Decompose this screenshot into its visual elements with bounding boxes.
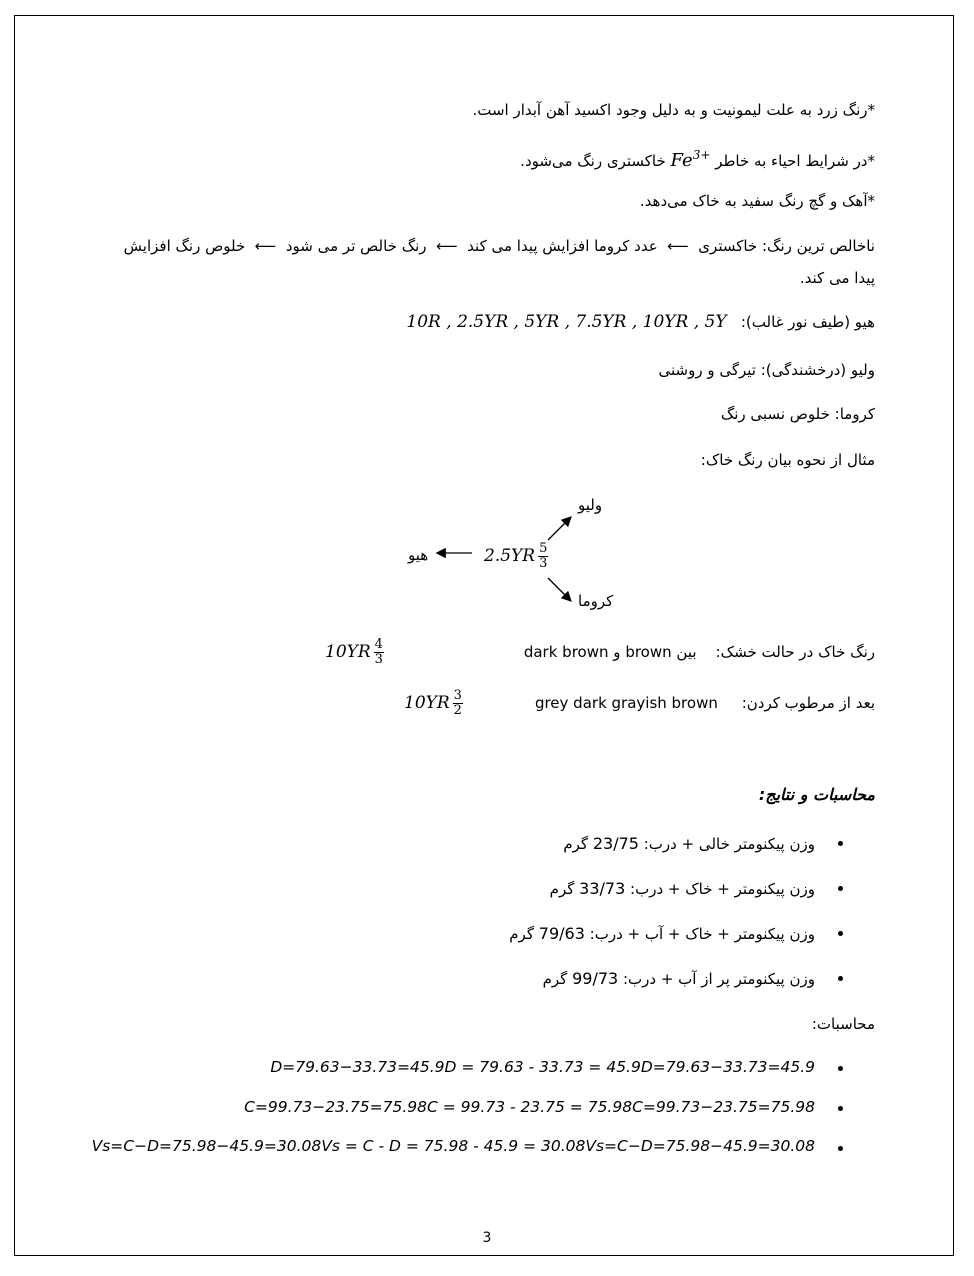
iron-ion — [671, 150, 711, 171]
iron-ion-symbol: Fe — [670, 150, 693, 171]
measurement-label: وزن پیکنومتر خالی + درب: — [643, 835, 815, 853]
chain-step-1: ناخالص ترین رنگ: خاکستری — [698, 237, 875, 255]
wet-text: grey dark grayish brown — [534, 694, 718, 712]
dry-fraction — [374, 638, 384, 667]
measurement-unit: گرم — [542, 970, 568, 988]
gray-note-post: خاکستری رنگ می‌شود. — [520, 152, 666, 170]
diagram-notation-text: 2.5YR — [484, 546, 536, 566]
dry-color-line — [524, 642, 875, 662]
arrow-to-value — [548, 518, 570, 540]
diagram-fraction-den: 3 — [539, 555, 548, 571]
hue-label: هیو (طیف نور غالب): — [740, 313, 875, 331]
wet-notation — [404, 683, 463, 723]
dry-label: رنگ خاک در حالت خشک: — [715, 643, 875, 661]
dry-fraction-den: 3 — [374, 651, 383, 667]
chain-step-3: رنگ خالص تر می شود — [285, 237, 427, 255]
left-arrow-icon: ⟵ — [431, 237, 463, 255]
equation-c: C=99.73−23.75=75.98C = 99.73 - 23.75 = 75.98C=99.73−23.75=75.98 — [244, 1098, 815, 1116]
measurement-unit: گرم — [549, 880, 575, 898]
dry-and: و — [613, 643, 621, 661]
chain-step-4: خلوص رنگ افزایش — [123, 237, 246, 255]
measurement-unit: گرم — [509, 925, 534, 943]
bullet — [838, 976, 843, 981]
wet-label: بعد از مرطوب کردن: — [741, 694, 875, 712]
bullet — [838, 931, 843, 936]
bullet — [838, 886, 843, 891]
white-color-note: *آهک و گچ رنگ سفید به خاک می‌دهد. — [639, 192, 875, 210]
example-line: مثال از نحوه بیان رنگ خاک: — [700, 451, 875, 469]
dry-notation — [325, 632, 384, 672]
calculations-label: محاسبات: — [811, 1015, 875, 1033]
measurement-2 — [550, 879, 815, 899]
measurement-label: وزن پیکنومتر + خاک + آب + درب: — [589, 925, 815, 943]
equation-d: D=79.63−33.73=45.9D = 79.63 - 33.73 = 45.9D=79.63−33.73=45.9 — [270, 1058, 815, 1076]
gray-note-pre: *در شرایط احیاء به خاطر — [715, 152, 875, 170]
dry-fraction-num: 4 — [374, 636, 383, 652]
dry-notation-text: 10YR — [325, 642, 371, 662]
chroma-line: کروما: خلوص نسبی رنگ — [720, 405, 875, 423]
bullet — [838, 1146, 843, 1151]
diagram-chroma-word: کروما — [578, 592, 614, 610]
measurement-value: 23/75 — [592, 834, 639, 853]
measurement-value: 33/73 — [579, 879, 626, 898]
wet-fraction — [453, 689, 463, 718]
measurement-label: وزن پیکنومتر + خاک + درب: — [630, 880, 815, 898]
bullet — [838, 1066, 843, 1071]
measurement-value: 99/73 — [572, 969, 619, 988]
purity-chain — [124, 236, 875, 256]
diagram-hue-word: هیو — [408, 546, 429, 564]
arrow-to-chroma — [548, 578, 570, 600]
dry-between: بین — [676, 643, 697, 661]
diagram-arrows — [430, 510, 580, 610]
hue-line — [406, 312, 875, 332]
gray-color-note — [520, 145, 875, 171]
dry-word-1: brown — [625, 643, 672, 661]
measurement-1 — [563, 834, 815, 854]
diagram-value-word: ولیو — [578, 496, 603, 514]
wet-fraction-den: 2 — [453, 702, 462, 718]
yellow-color-note: *رنگ زرد به علت لیمونیت و به دلیل وجود اکسید آهن آبدار است. — [472, 101, 875, 119]
dry-word-2: dark brown — [523, 643, 609, 661]
measurement-value: 79/63 — [538, 924, 585, 943]
measurement-3 — [509, 924, 815, 944]
iron-ion-charge: 3+ — [692, 148, 711, 162]
chain-step-2: عدد کروما افزایش پیدا می کند — [467, 237, 658, 255]
left-arrow-icon: ⟵ — [662, 237, 694, 255]
bullet — [838, 841, 843, 846]
left-arrow-icon: ⟵ — [250, 237, 282, 255]
hue-values: 10R , 2.5YR , 5YR , 7.5YR , 10YR , 5Y — [406, 312, 727, 332]
bullet — [838, 1106, 843, 1111]
wet-color-line — [535, 693, 875, 713]
wet-notation-text: 10YR — [404, 693, 450, 713]
measurement-label: وزن پیکنومتر پر از آب + درب: — [622, 970, 815, 988]
results-heading: محاسبات و نتایج: — [758, 785, 875, 804]
diagram-fraction-num: 5 — [539, 540, 548, 556]
measurement-4 — [543, 969, 815, 989]
page-number: 3 — [482, 1230, 492, 1246]
chain-continuation: پیدا می کند. — [799, 269, 875, 287]
measurement-unit: گرم — [563, 835, 589, 853]
value-line: ولیو (درخشندگی): تیرگی و روشنی — [658, 361, 875, 379]
wet-fraction-num: 3 — [453, 687, 462, 703]
equation-vs: Vs=C−D=75.98−45.9=30.08Vs = C - D = 75.98 - 45.9 = 30.08Vs=C−D=75.98−45.9=30.08 — [91, 1137, 815, 1155]
